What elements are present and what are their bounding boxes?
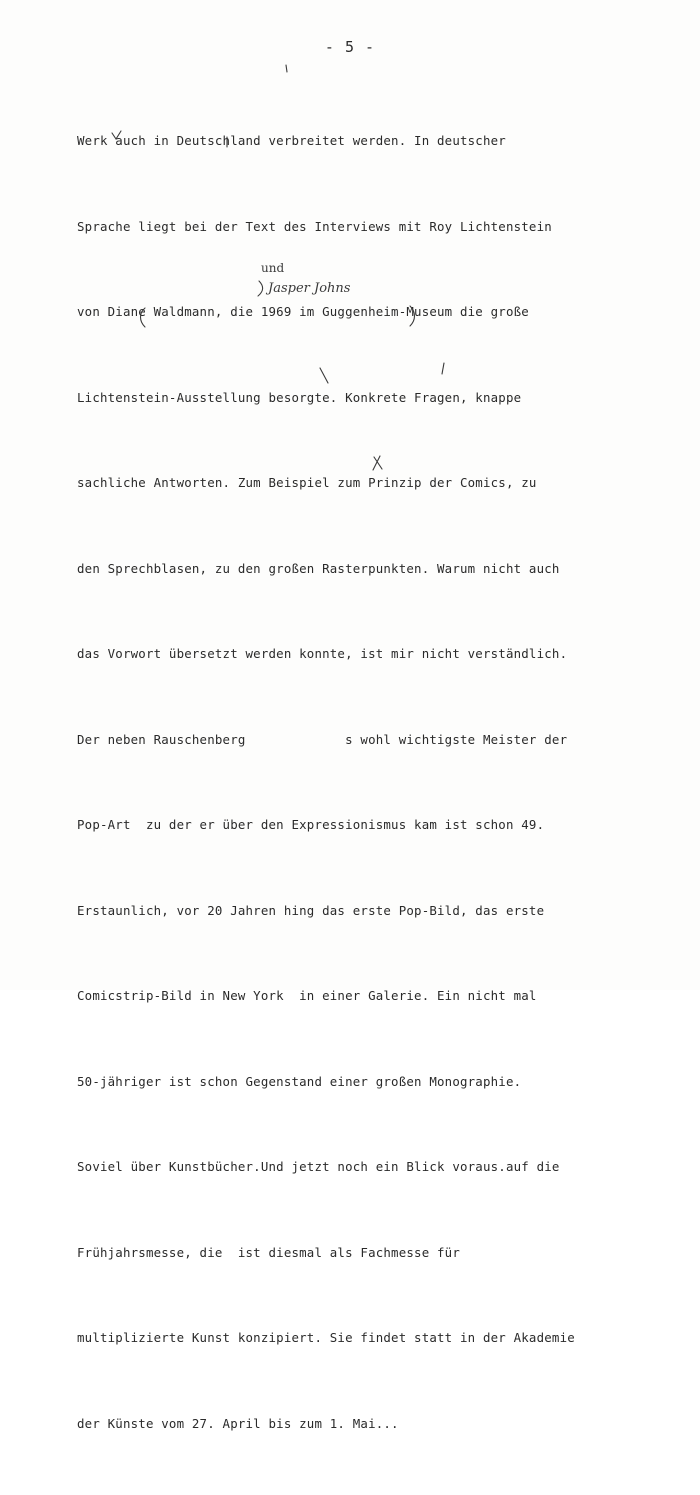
text-line: Comicstrip-Bild in New York in einer Galerie. Ein nicht mal [77, 988, 537, 1003]
text-line: Der neben Rauschenberg s wohl wichtigste Meister der [77, 731, 568, 747]
text-line: das Vorwort übersetzt werden konnte, ist mir nicht verständlich. [77, 646, 568, 661]
text-line: sachliche Antworten. Zum Beispiel zum Prinzip der Comics, zu [77, 475, 537, 490]
text-line: Erstaunlich, vor 20 Jahren hing das erste Pop-Bild, das erste [77, 902, 545, 918]
text-line: den Sprechblasen, zu den großen Rasterpunkten. Warum nicht auch [77, 560, 560, 576]
text-line: 50-jähriger ist schon Gegenstand einer großen Monographie. [77, 1073, 522, 1089]
text-line: der Künste vom 27. April bis zum 1. Mai... [77, 1415, 399, 1431]
text-line: Soviel über Kunstbücher.Und jetzt noch ein Blick voraus.auf die [77, 1159, 560, 1174]
text-line: Werk auch in Deutschland verbreitet werden. In deutscher [77, 133, 506, 148]
body-text [77, 70, 677, 1495]
insertion-und: und [261, 261, 285, 275]
text-line: Pop-Art zu der er über den Expressionismus kam ist schon 49. [77, 817, 545, 832]
text-line: Sprache liegt bei der Text des Interviews mit Roy Lichtenstein [77, 218, 552, 234]
text-line: von Diane Waldmann, die 1969 im Guggenheim-Museum die große [77, 304, 529, 319]
handwritten-name: Jasper Johns [268, 281, 351, 296]
text-line: Frühjahrsmesse, die ist diesmal als Fachmesse für [77, 1244, 460, 1260]
page-number: - 5 - [324, 38, 376, 56]
text-line: multiplizierte Kunst konzipiert. Sie findet statt in der Akademie [77, 1330, 575, 1345]
text-line: Lichtenstein-Ausstellung besorgte. Konkrete Fragen, knappe [77, 389, 522, 405]
